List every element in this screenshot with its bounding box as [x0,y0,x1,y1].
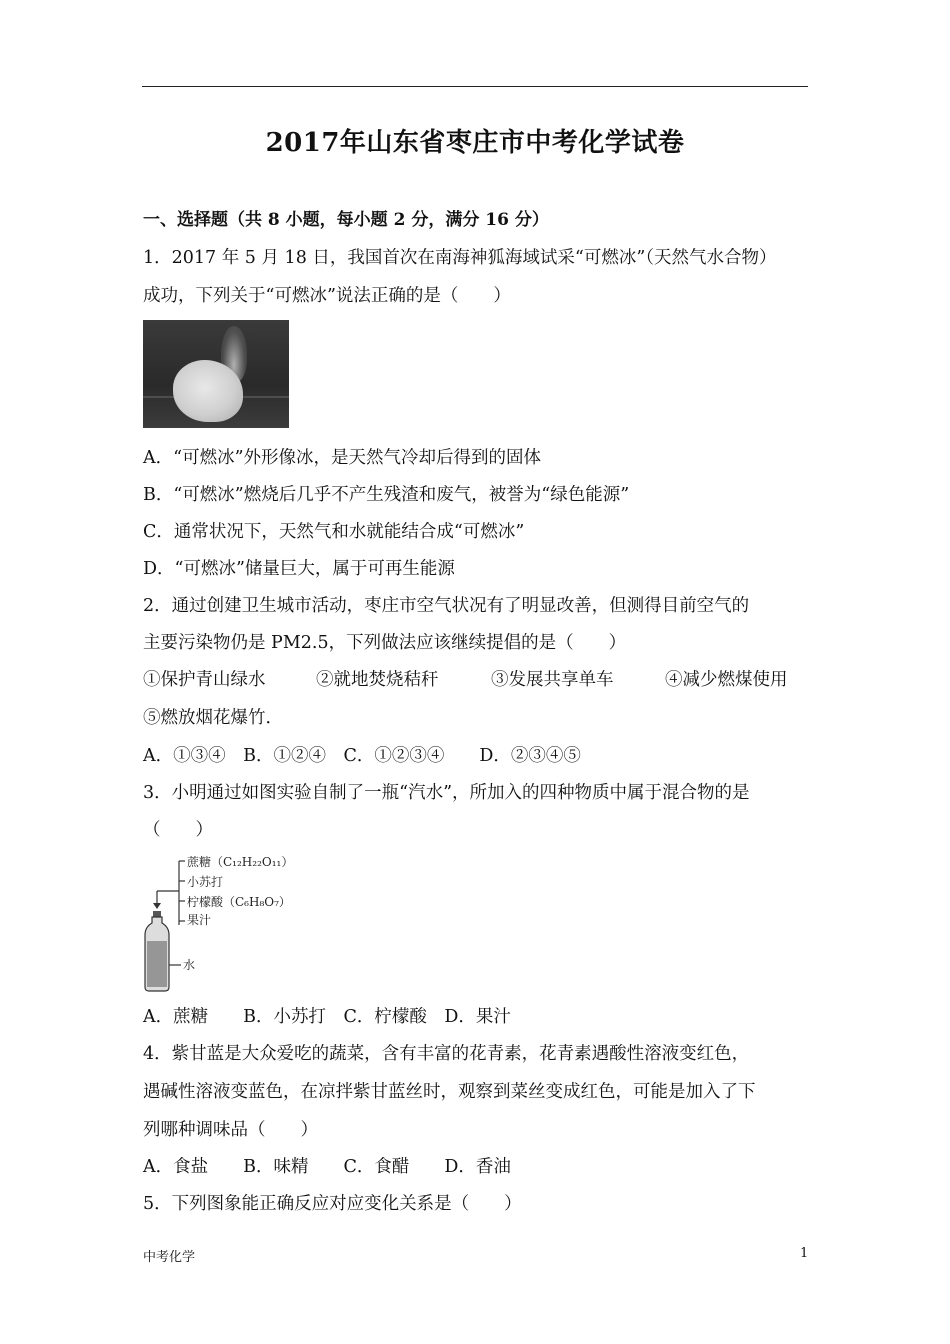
q4-choices: A．食盐 B．味精 C．食醋 D．香油 [143,1157,511,1177]
q1-option-a: A．“可燃冰”外形像冰，是天然气冷却后得到的固体 [143,448,542,468]
q1-option-c: C．通常状况下，天然气和水就能结合成“可燃冰” [143,522,525,542]
q2-item-2: ②就地焚烧秸秆 [316,670,439,690]
section-heading: 一、选择题（共 8 小题，每小题 2 分，满分 16 分） [143,210,549,230]
q3-stem-line2: （ ） [143,820,213,840]
q1-stem-line1: 1．2017 年 5 月 18 日，我国首次在南海神狐海域试采“可燃冰”（天然气水合物） [143,248,777,268]
q4-stem-line1: 4．紫甘蓝是大众爱吃的蔬菜，含有丰富的花青素，花青素遇酸性溶液变红色， [143,1044,750,1064]
q1-option-d: D．“可燃冰”储量巨大，属于可再生能源 [143,559,455,579]
fig-label-sucrose: 蔗糖（C₁₂H₂₂O₁₁） [187,855,294,869]
soda-bottle-figure [143,855,294,995]
exam-title: 2017年山东省枣庄市中考化学试卷 [265,128,685,158]
header-rule [142,86,808,87]
q2-choices: A．①③④ B．①②④ C．①②③④ D．②③④⑤ [143,746,581,766]
fig-label-juice: 果汁 [187,913,212,927]
page-number: 1 [800,1246,809,1261]
fig-label-water: 水 [183,958,196,972]
q3-choices: A．蔗糖 B．小苏打 C．柠檬酸 D．果汁 [143,1007,511,1027]
q1-option-b: B．“可燃冰”燃烧后几乎不产生残渣和废气，被誉为“绿色能源” [143,485,630,505]
combustible-ice-photo [143,320,289,428]
q2-stem-line2: 主要污染物仍是 PM2.5，下列做法应该继续提倡的是（ ） [143,633,627,653]
fig-label-citric-acid: 柠檬酸（C₆H₈O₇） [187,895,291,909]
footer-subject: 中考化学 [143,1250,196,1265]
q3-stem-line1: 3．小明通过如图实验自制了一瓶“汽水”，所加入的四种物质中属于混合物的是 [143,783,750,803]
q4-stem-line2: 遇碱性溶液变蓝色，在凉拌紫甘蓝丝时，观察到菜丝变成红色，可能是加入了下 [143,1082,756,1102]
q2-stem-line1: 2．通过创建卫生城市活动，枣庄市空气状况有了明显改善，但测得目前空气的 [143,596,750,616]
q2-item-4: ④减少燃煤使用 [665,670,788,690]
q1-stem-line2: 成功，下列关于“可燃冰”说法正确的是（ ） [143,286,511,306]
q4-stem-line3: 列哪种调味品（ ） [143,1120,318,1140]
q5-stem-line1: 5．下列图象能正确反应对应变化关系是（ ） [143,1194,522,1214]
fig-label-baking-soda: 小苏打 [187,875,224,889]
q2-item-3: ③发展共享单车 [491,670,614,690]
q2-item-5: ⑤燃放烟花爆竹． [143,708,283,728]
q2-item-1: ①保护青山绿水 [143,670,266,690]
